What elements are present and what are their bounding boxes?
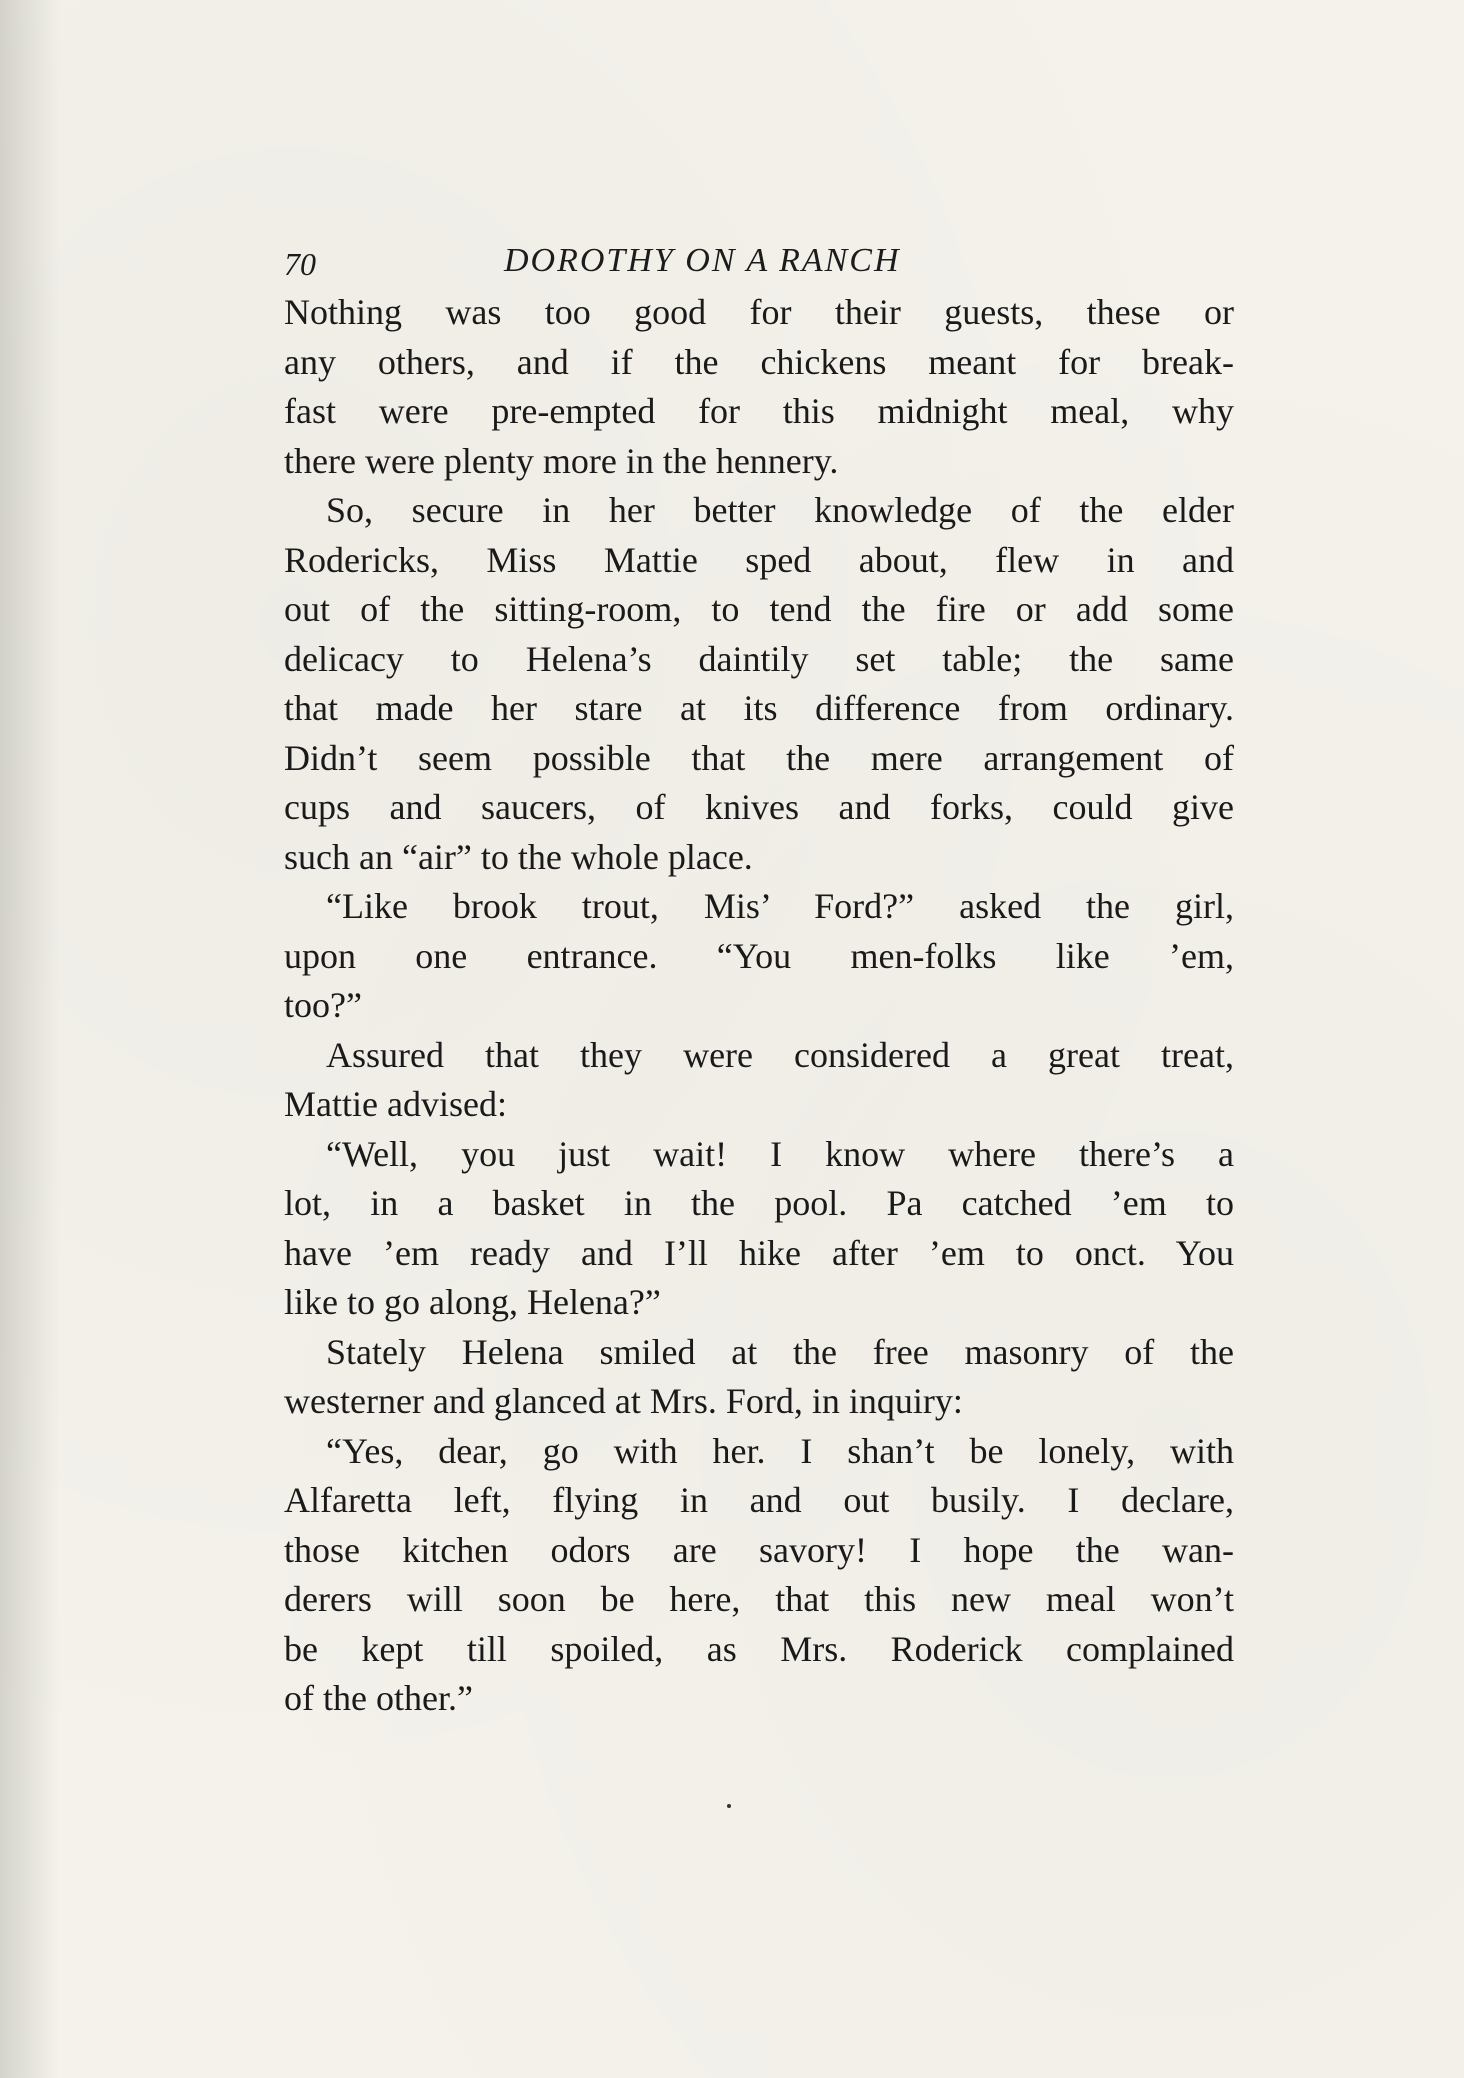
text-line: Alfaretta left, flying in and out busily. I declare, — [284, 1480, 1234, 1520]
text-line: westerner and glanced at Mrs. Ford, in inquiry: — [284, 1381, 963, 1421]
text-line: those kitchen odors are savory! I hope the wan- — [284, 1529, 1234, 1570]
text-line: such an “air” to the whole place. — [284, 836, 753, 877]
text-line: fast were pre-empted for this midnight meal, why — [284, 391, 1234, 431]
text-line: Mattie advised: — [284, 1084, 507, 1124]
body-text — [284, 288, 1234, 1724]
text-line: be kept till spoiled, as Mrs. Roderick complained — [284, 1628, 1234, 1669]
text-line: Assured that they were considered a great treat, — [326, 1034, 1234, 1075]
text-line: Nothing was too good for their guests, these or — [284, 292, 1234, 332]
text-line: any others, and if the chickens meant for break- — [284, 341, 1234, 382]
text-line: too?” — [284, 985, 362, 1025]
page-header — [284, 232, 1234, 292]
text-line: derers will soon be here, that this new meal won’t — [284, 1579, 1234, 1619]
text-line: there were plenty more in the hennery. — [284, 440, 839, 481]
text-line: delicacy to Helena’s daintily set table; the same — [284, 638, 1234, 679]
running-head: DOROTHY ON A RANCH — [504, 242, 901, 279]
text-line: Stately Helena smiled at the free masonry of the — [326, 1331, 1234, 1372]
text-line: So, secure in her better knowledge of the elder — [326, 490, 1234, 530]
text-line: “Yes, dear, go with her. I shan’t be lonely, with — [326, 1430, 1234, 1471]
text-line: “Well, you just wait! I know where there’s a — [326, 1133, 1234, 1174]
text-line: that made her stare at its difference from ordinary. — [284, 688, 1234, 728]
text-line: of the other.” — [284, 1678, 473, 1718]
text-line: Rodericks, Miss Mattie sped about, flew in and — [284, 539, 1234, 580]
page-edge-shadow — [0, 0, 60, 2078]
printer-speck — [727, 1804, 731, 1808]
text-line: cups and saucers, of knives and forks, could give — [284, 787, 1234, 827]
text-line: like to go along, Helena?” — [284, 1282, 661, 1322]
text-line: out of the sitting-room, to tend the fire or add some — [284, 589, 1234, 629]
text-line: upon one entrance. “You men-folks like ’em, — [284, 935, 1234, 976]
text-line: Didn’t seem possible that the mere arrangement of — [284, 737, 1234, 778]
text-line: “Like brook trout, Mis’ Ford?” asked the girl, — [326, 886, 1234, 926]
text-line: have ’em ready and I’ll hike after ’em to onct. You — [284, 1232, 1234, 1273]
text-line: lot, in a basket in the pool. Pa catched ’em to — [284, 1183, 1234, 1223]
page-number: 70 — [284, 246, 316, 282]
